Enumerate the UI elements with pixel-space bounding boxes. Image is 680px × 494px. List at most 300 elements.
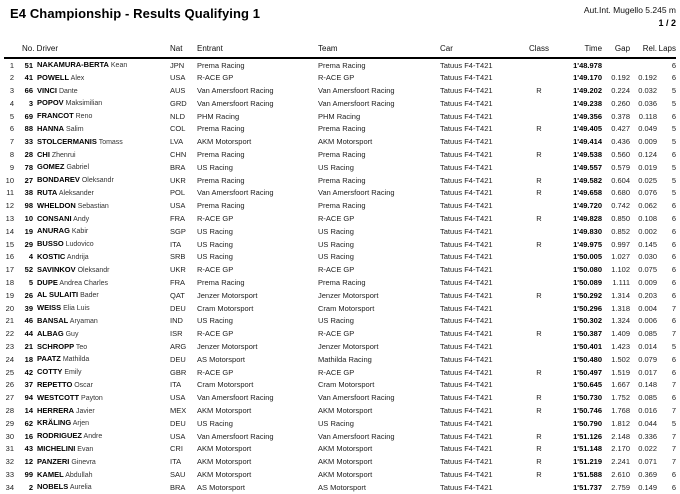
- entrant-cell: R-ACE GP: [197, 367, 234, 377]
- nationality-cell: IND: [170, 316, 183, 326]
- rel-cell: 0.022: [638, 444, 658, 454]
- position-cell: 23: [5, 342, 14, 352]
- entrant-cell: AKM Motorsport: [197, 457, 252, 467]
- class-cell: [518, 353, 560, 366]
- team-cell: AKM Motorsport: [318, 406, 373, 416]
- driver-first-name: Oleksandr: [75, 266, 110, 274]
- driver-first-name: Andre: [82, 433, 103, 441]
- laps-cell: 6: [671, 226, 677, 236]
- class-cell: [518, 341, 560, 354]
- nationality-cell: ITA: [170, 380, 182, 390]
- class-cell: [518, 110, 560, 123]
- entrant-cell: Cram Motorsport: [197, 303, 254, 313]
- gap-cell: 0.192: [611, 73, 631, 83]
- column-rel: Rel.: [630, 38, 657, 58]
- laps-cell: 5: [671, 98, 677, 108]
- entrant-cell: Prema Racing: [197, 201, 245, 211]
- entrant-cell: US Racing: [197, 162, 233, 172]
- driver-cell: [33, 353, 164, 366]
- nationality-cell: CHN: [170, 150, 187, 160]
- driver-last-name: ALBAG: [37, 328, 64, 338]
- car-cell: Tatuus F4-T421: [440, 73, 493, 83]
- nationality-cell: ISR: [170, 329, 183, 339]
- car-number-cell: 12: [24, 457, 33, 467]
- laps-cell: 5: [671, 162, 677, 172]
- car-number-cell: 4: [28, 252, 33, 262]
- result-row: [4, 238, 676, 251]
- result-row: [4, 392, 676, 405]
- team-cell: Cram Motorsport: [318, 303, 375, 313]
- car-number-cell: 3: [28, 98, 33, 108]
- time-cell: 1'49.720: [573, 201, 603, 211]
- driver-first-name: Andrea Charles: [57, 279, 109, 287]
- driver-first-name: Arjen: [71, 420, 90, 428]
- gap-cell: 0.427: [611, 124, 631, 134]
- car-number-cell: 38: [24, 188, 33, 198]
- gap-cell: 1.102: [611, 265, 631, 275]
- time-cell: 1'49.828: [573, 214, 603, 224]
- car-number-cell: 52: [24, 265, 33, 275]
- laps-cell: 7: [671, 431, 677, 441]
- time-cell: 1'49.356: [573, 111, 603, 121]
- driver-last-name: SCHROPP: [37, 341, 75, 351]
- rel-cell: 0.006: [638, 316, 658, 326]
- driver-cell: [33, 238, 164, 251]
- rel-cell: [630, 58, 657, 72]
- driver-last-name: HANNA: [37, 123, 65, 133]
- result-row: [4, 72, 676, 85]
- entrant-cell: AKM Motorsport: [197, 137, 252, 147]
- result-row: [4, 174, 676, 187]
- driver-cell: [33, 149, 164, 162]
- driver-first-name: Dante: [57, 87, 78, 95]
- driver-last-name: REPETTO: [37, 379, 73, 389]
- time-cell: 1'49.538: [573, 150, 603, 160]
- car-cell: Tatuus F4-T421: [440, 252, 493, 262]
- driver-last-name: KAMEL: [37, 469, 64, 479]
- column-time: Time: [560, 38, 602, 58]
- car-cell: Tatuus F4-T421: [440, 124, 493, 134]
- result-row: [4, 251, 676, 264]
- result-row: [4, 315, 676, 328]
- nationality-cell: CRI: [170, 444, 183, 454]
- team-cell: Mathilda Racing: [318, 354, 372, 364]
- driver-last-name: VINCI: [37, 85, 58, 95]
- driver-first-name: Elia Luis: [61, 305, 90, 313]
- class-cell: [518, 225, 560, 238]
- car-cell: Tatuus F4-T421: [440, 175, 493, 185]
- laps-cell: 6: [671, 214, 677, 224]
- driver-cell: [33, 379, 164, 392]
- driver-cell: [33, 110, 164, 123]
- circuit-info: Aut.Int. Mugello 5.245 m: [583, 5, 676, 15]
- gap-cell: 1.111: [612, 278, 631, 288]
- car-cell: Tatuus F4-T421: [440, 214, 493, 224]
- time-cell: 1'50.005: [573, 252, 603, 262]
- nationality-cell: SAU: [170, 470, 186, 479]
- team-cell: Jenzer Motorsport: [318, 342, 379, 352]
- car-cell: Tatuus F4-T421: [440, 380, 493, 390]
- driver-last-name: PAATZ: [37, 354, 61, 364]
- gap-cell: 0.852: [611, 226, 631, 236]
- rel-cell: 0.124: [638, 150, 658, 160]
- car-number-cell: 19: [24, 226, 33, 236]
- driver-last-name: KOSTIC: [37, 251, 66, 261]
- position-cell: 18: [5, 278, 14, 288]
- team-cell: R-ACE GP: [318, 265, 355, 275]
- driver-cell: [33, 417, 164, 430]
- result-row: [4, 417, 676, 430]
- car-number-cell: 14: [24, 406, 33, 416]
- driver-cell: [33, 430, 164, 443]
- driver-first-name: Abdullah: [63, 471, 93, 479]
- team-cell: Van Amersfoort Racing: [318, 431, 395, 441]
- column-team: Team: [314, 38, 436, 58]
- gap-cell: 0.742: [611, 201, 631, 211]
- driver-cell: [33, 289, 164, 302]
- rel-cell: 0.075: [638, 265, 658, 275]
- entrant-cell: US Racing: [197, 252, 233, 262]
- gap-cell: 1.027: [611, 252, 631, 262]
- entrant-cell: AKM Motorsport: [197, 470, 252, 479]
- car-cell: Tatuus F4-T421: [440, 457, 493, 467]
- team-cell: US Racing: [318, 239, 354, 249]
- nationality-cell: COL: [170, 124, 186, 134]
- car-number-cell: 88: [24, 124, 33, 134]
- laps-cell: 6: [671, 290, 677, 300]
- column-car: Car: [436, 38, 518, 58]
- driver-cell: [33, 97, 164, 110]
- results-table: [4, 38, 676, 494]
- car-cell: Tatuus F4-T421: [440, 86, 493, 96]
- driver-last-name: MICHELINI: [37, 443, 76, 453]
- nationality-cell: ITA: [170, 457, 182, 467]
- gap-cell: 1.667: [611, 380, 631, 390]
- entrant-cell: Van Amersfoort Racing: [197, 98, 274, 108]
- result-row: [4, 353, 676, 366]
- entrant-cell: US Racing: [197, 418, 233, 428]
- time-cell: 1'50.497: [573, 367, 603, 377]
- position-cell: 5: [9, 111, 14, 121]
- car-number-cell: 44: [24, 329, 33, 339]
- gap-cell: 0.224: [611, 86, 631, 96]
- result-row: [4, 161, 676, 174]
- driver-first-name: Ludovico: [63, 241, 94, 249]
- driver-cell: [33, 405, 164, 418]
- time-cell: 1'51.148: [573, 444, 603, 454]
- driver-first-name: Reno: [73, 113, 93, 121]
- entrant-cell: Jenzer Motorsport: [197, 342, 258, 352]
- driver-first-name: Aryaman: [68, 317, 98, 325]
- driver-cell: [33, 315, 164, 328]
- class-cell: [518, 161, 560, 174]
- car-number-cell: 41: [24, 73, 33, 83]
- position-cell: 28: [5, 406, 14, 416]
- gap-cell: 2.759: [611, 482, 631, 492]
- driver-first-name: Guy: [63, 330, 79, 338]
- driver-first-name: Emily: [62, 369, 82, 377]
- result-row: [4, 213, 676, 226]
- rel-cell: 0.076: [638, 188, 658, 198]
- rel-cell: 0.079: [638, 354, 658, 364]
- driver-first-name: Aleksander: [57, 189, 94, 197]
- entrant-cell: Prema Racing: [197, 150, 245, 160]
- position-cell: 27: [5, 393, 14, 403]
- nationality-cell: BRA: [170, 482, 186, 492]
- rel-cell: 0.014: [638, 342, 658, 352]
- class-cell: R: [536, 86, 542, 96]
- car-cell: Tatuus F4-T421: [440, 482, 493, 492]
- driver-cell: [33, 85, 164, 98]
- class-cell: [518, 97, 560, 110]
- car-number-cell: 66: [24, 86, 33, 96]
- position-cell: 31: [5, 444, 14, 454]
- driver-cell: [33, 469, 164, 482]
- laps-cell: 6: [671, 470, 677, 479]
- position-cell: 22: [5, 329, 14, 339]
- time-cell: 1'49.202: [573, 86, 603, 96]
- car-cell: Tatuus F4-T421: [440, 444, 493, 454]
- driver-last-name: STOLCERMANIS: [37, 136, 97, 146]
- car-cell: Tatuus F4-T421: [440, 406, 493, 416]
- driver-first-name: Zhenrui: [49, 151, 76, 159]
- driver-cell: [33, 123, 164, 136]
- nationality-cell: FRA: [170, 214, 186, 224]
- laps-cell: 6: [671, 150, 677, 160]
- column-laps: Laps: [657, 38, 676, 58]
- driver-first-name: Mathilda: [60, 356, 90, 364]
- column-no-driver: No. Driver: [4, 38, 164, 58]
- laps-cell: 5: [671, 418, 677, 428]
- class-cell: R: [536, 150, 542, 160]
- result-row: [4, 264, 676, 277]
- car-number-cell: 62: [24, 418, 33, 428]
- time-cell: 1'49.238: [573, 98, 603, 108]
- car-cell: Tatuus F4-T421: [440, 278, 493, 288]
- class-cell: [518, 200, 560, 213]
- gap-cell: 1.409: [611, 329, 631, 339]
- entrant-cell: US Racing: [197, 226, 233, 236]
- time-cell: 1'49.830: [573, 226, 603, 236]
- team-cell: Prema Racing: [318, 175, 366, 185]
- rel-cell: 0.044: [638, 418, 658, 428]
- rel-cell: 0.203: [638, 290, 658, 300]
- nationality-cell: ARG: [170, 342, 187, 352]
- entrant-cell: Prema Racing: [197, 124, 245, 134]
- class-cell: R: [536, 329, 542, 339]
- entrant-cell: R-ACE GP: [197, 265, 234, 275]
- driver-first-name: Ginevra: [69, 458, 96, 466]
- rel-cell: 0.369: [638, 470, 658, 479]
- driver-cell: [33, 161, 164, 174]
- position-cell: 33: [5, 470, 14, 479]
- time-cell: 1'50.730: [573, 393, 603, 403]
- laps-cell: 5: [671, 175, 677, 185]
- class-cell: [518, 136, 560, 149]
- driver-last-name: RODRIGUEZ: [37, 431, 82, 441]
- result-row: [4, 136, 676, 149]
- team-cell: AKM Motorsport: [318, 457, 373, 467]
- class-cell: [518, 251, 560, 264]
- gap-cell: 2.241: [611, 457, 631, 467]
- time-cell: 1'50.292: [573, 290, 603, 300]
- entrant-cell: Cram Motorsport: [197, 380, 254, 390]
- car-number-cell: 16: [24, 431, 33, 441]
- driver-first-name: Salim: [64, 125, 84, 133]
- nationality-cell: POL: [170, 188, 186, 198]
- driver-cell: [33, 264, 164, 277]
- driver-first-name: Aurelia: [68, 484, 92, 492]
- laps-cell: 6: [671, 60, 677, 70]
- team-cell: US Racing: [318, 162, 354, 172]
- gap-cell: 0.560: [611, 150, 631, 160]
- team-cell: Jenzer Motorsport: [318, 290, 379, 300]
- driver-first-name: Tomass: [96, 138, 123, 146]
- position-cell: 26: [5, 380, 14, 390]
- entrant-cell: R-ACE GP: [197, 73, 234, 83]
- nationality-cell: AUS: [170, 86, 186, 96]
- rel-cell: 0.336: [638, 431, 658, 441]
- laps-cell: 6: [671, 73, 677, 83]
- driver-first-name: Maksimilian: [63, 100, 103, 108]
- team-cell: Van Amersfoort Racing: [318, 86, 395, 96]
- car-number-cell: 21: [24, 342, 33, 352]
- driver-first-name: Kean: [108, 62, 128, 69]
- gap-cell: 1.324: [611, 316, 631, 326]
- position-cell: 2: [9, 73, 14, 83]
- driver-last-name: BANSAL: [37, 315, 69, 325]
- result-row: [4, 277, 676, 290]
- laps-cell: 6: [671, 354, 677, 364]
- car-number-cell: 27: [24, 175, 33, 185]
- rel-cell: 0.085: [638, 393, 658, 403]
- nationality-cell: USA: [170, 201, 186, 211]
- laps-cell: 6: [671, 278, 677, 288]
- column-entrant: Entrant: [193, 38, 314, 58]
- laps-cell: 7: [671, 406, 677, 416]
- nationality-cell: DEU: [170, 354, 186, 364]
- driver-last-name: WESTCOTT: [37, 392, 80, 402]
- column-nat: Nat: [164, 38, 193, 58]
- nationality-cell: MEX: [170, 406, 187, 416]
- team-cell: AKM Motorsport: [318, 444, 373, 454]
- class-cell: R: [536, 367, 542, 377]
- result-row: [4, 110, 676, 123]
- class-cell: [518, 58, 560, 72]
- team-cell: Prema Racing: [318, 124, 366, 134]
- position-cell: 8: [9, 150, 14, 160]
- rel-cell: 0.148: [638, 380, 658, 390]
- time-cell: 1'50.645: [573, 380, 603, 390]
- position-cell: 11: [6, 188, 14, 198]
- car-cell: Tatuus F4-T421: [440, 329, 493, 339]
- driver-last-name: POWELL: [37, 72, 70, 82]
- position-cell: 21: [5, 316, 14, 326]
- car-cell: Tatuus F4-T421: [440, 137, 493, 147]
- driver-cell: [33, 213, 164, 226]
- driver-cell: [33, 366, 164, 379]
- position-cell: 24: [5, 354, 14, 364]
- driver-first-name: Andrija: [65, 253, 89, 261]
- car-cell: Tatuus F4-T421: [440, 265, 493, 275]
- rel-cell: 0.025: [638, 175, 658, 185]
- car-cell: Tatuus F4-T421: [440, 162, 493, 172]
- team-cell: US Racing: [318, 418, 354, 428]
- entrant-cell: Van Amersfoort Racing: [197, 86, 274, 96]
- car-number-cell: 51: [24, 60, 33, 70]
- time-cell: 1'51.588: [573, 470, 603, 479]
- driver-last-name: RUTA: [37, 187, 58, 197]
- entrant-cell: R-ACE GP: [197, 329, 234, 339]
- time-cell: 1'49.557: [573, 162, 603, 172]
- driver-first-name: Bader: [78, 292, 99, 300]
- result-row: [4, 366, 676, 379]
- position-cell: 3: [9, 86, 14, 96]
- car-cell: Tatuus F4-T421: [440, 418, 493, 428]
- nationality-cell: GBR: [170, 367, 187, 377]
- position-cell: 1: [9, 60, 14, 70]
- result-row: [4, 405, 676, 418]
- car-number-cell: 99: [24, 470, 33, 479]
- nationality-cell: BRA: [170, 162, 186, 172]
- driver-last-name: POPOV: [37, 98, 64, 108]
- class-cell: [518, 379, 560, 392]
- class-cell: R: [536, 393, 542, 403]
- gap-cell: 1.318: [611, 303, 631, 313]
- gap-cell: 0.680: [611, 188, 631, 198]
- driver-last-name: DUPE: [37, 277, 58, 287]
- team-cell: R-ACE GP: [318, 367, 355, 377]
- class-cell: R: [536, 470, 542, 479]
- team-cell: AKM Motorsport: [318, 470, 373, 479]
- team-cell: AS Motorsport: [318, 482, 366, 492]
- team-cell: Van Amersfoort Racing: [318, 98, 395, 108]
- driver-cell: [33, 187, 164, 200]
- car-cell: Tatuus F4-T421: [440, 470, 493, 479]
- time-cell: 1'50.387: [573, 329, 603, 339]
- laps-cell: 6: [671, 482, 677, 492]
- laps-cell: 6: [671, 265, 677, 275]
- car-cell: Tatuus F4-T421: [440, 239, 493, 249]
- gap-cell: 0.378: [611, 111, 631, 121]
- car-number-cell: 10: [24, 214, 33, 224]
- gap-cell: 0.260: [611, 98, 631, 108]
- gap-cell: 2.610: [611, 470, 631, 479]
- driver-cell: [33, 443, 164, 456]
- driver-first-name: Kabir: [69, 228, 89, 236]
- laps-cell: 6: [671, 201, 677, 211]
- rel-cell: 0.118: [638, 111, 658, 121]
- result-row: [4, 289, 676, 302]
- driver-cell: [33, 392, 164, 405]
- car-number-cell: 78: [24, 162, 33, 172]
- car-number-cell: 43: [24, 444, 33, 454]
- rel-cell: 0.149: [638, 482, 658, 492]
- team-cell: Prema Racing: [318, 278, 366, 288]
- team-cell: US Racing: [318, 316, 354, 326]
- team-cell: R-ACE GP: [318, 73, 355, 83]
- time-cell: 1'49.414: [573, 137, 603, 147]
- time-cell: 1'50.790: [573, 418, 603, 428]
- driver-first-name: Payton: [79, 394, 103, 402]
- laps-cell: 6: [671, 111, 677, 121]
- class-cell: [518, 72, 560, 85]
- result-row: [4, 302, 676, 315]
- entrant-cell: Prema Racing: [197, 175, 245, 185]
- driver-first-name: Sebastian: [75, 202, 109, 210]
- entrant-cell: Jenzer Motorsport: [197, 290, 258, 300]
- driver-first-name: Gabriel: [64, 164, 90, 172]
